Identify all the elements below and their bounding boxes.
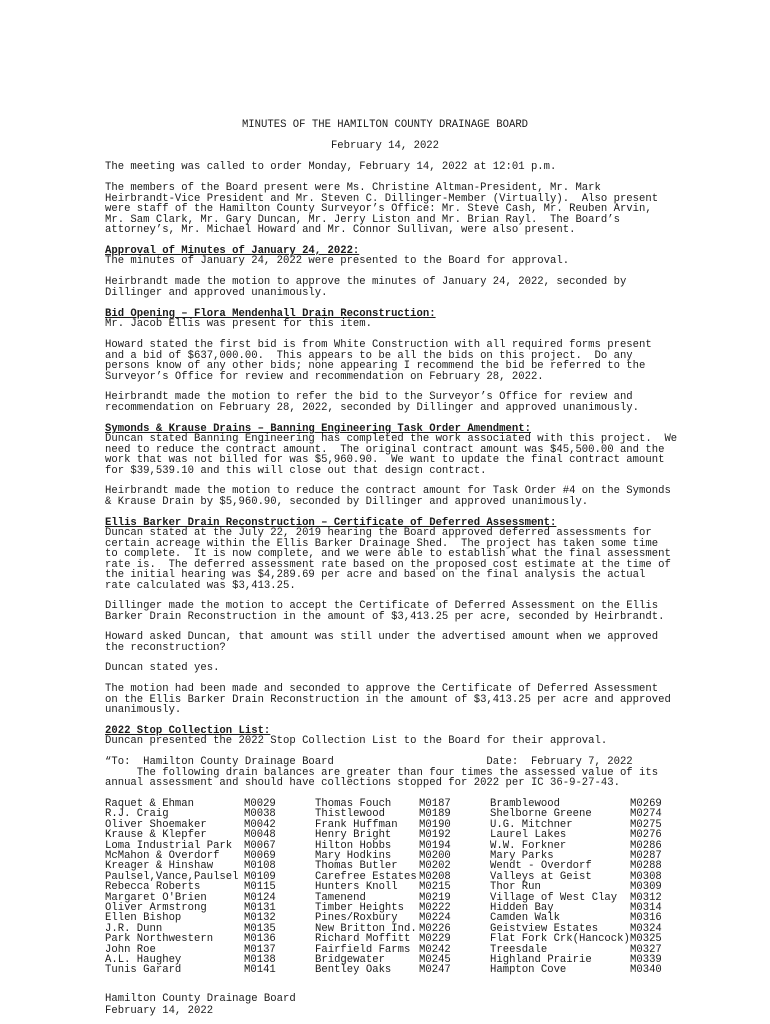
drain-name: Mary Parks bbox=[490, 850, 554, 862]
drain-name: Thistlewood bbox=[315, 808, 385, 821]
drain-name: Tamenend bbox=[315, 891, 366, 904]
drain-number: M0115 bbox=[244, 881, 276, 894]
call-to-order: The meeting was called to order Monday, February 14, 2022 at 12:01 p.m. bbox=[105, 161, 557, 173]
paragraph-line: The minutes of January 24, 2022 were presented to the Board for approval. bbox=[105, 255, 570, 267]
drain-number: M0189 bbox=[419, 808, 451, 821]
paragraph-line: Dillinger and approved unanimously. bbox=[105, 286, 328, 299]
drain-number: M0190 bbox=[419, 818, 451, 831]
drain-name: Ellen Bishop bbox=[105, 912, 182, 925]
section-heading: Ellis Barker Drain Reconstruction – Certificate of Deferred Assessment: bbox=[105, 517, 557, 529]
drain-number: M0187 bbox=[419, 798, 451, 810]
drain-number: M0224 bbox=[419, 912, 451, 925]
meeting-date: February 14, 2022 bbox=[330, 140, 440, 152]
drain-number: M0288 bbox=[630, 860, 662, 873]
drain-number: M0215 bbox=[419, 881, 451, 894]
drain-name: Raquet & Ehman bbox=[105, 798, 195, 810]
paragraph-line: unanimously. bbox=[105, 704, 182, 716]
drain-name: Geistview Estates bbox=[490, 922, 599, 935]
drain-number: M0229 bbox=[419, 933, 451, 946]
section-heading: Symonds & Krause Drains – Banning Engineering Task Order Amendment: bbox=[105, 423, 531, 435]
drain-name: Oliver Armstrong bbox=[105, 902, 207, 914]
paragraph-line: certain acreage within the Ellis Barker Drainage Shed. The project has taken some time bbox=[105, 537, 659, 550]
paragraph-line: Howard stated the first bid is from White Construction with all required forms present bbox=[105, 339, 652, 351]
drain-name: Highland Prairie bbox=[490, 954, 592, 966]
drain-number: M0312 bbox=[630, 891, 662, 904]
drain-number: M0339 bbox=[630, 954, 662, 966]
drain-number: M0141 bbox=[244, 964, 276, 977]
drain-number: M0042 bbox=[244, 818, 276, 831]
drain-number: M0208 bbox=[419, 870, 451, 883]
drain-number: M0109 bbox=[244, 870, 276, 883]
drain-number: M0200 bbox=[419, 850, 451, 862]
paragraph-line: Mr. Jacob Ellis was present for this item. bbox=[105, 318, 373, 330]
drain-name: Fairfield Farms bbox=[315, 943, 411, 956]
drain-number: M0108 bbox=[244, 860, 276, 873]
drain-name: Richard Moffitt bbox=[315, 933, 411, 946]
drain-number: M0226 bbox=[419, 922, 451, 935]
drain-number: M0132 bbox=[244, 912, 276, 925]
drain-name: Carefree Estates bbox=[315, 870, 417, 883]
section-heading: Approval of Minutes of January 24, 2022: bbox=[105, 245, 360, 257]
paragraph-line: recommendation on February 28, 2022, seconded by Dillinger and approved unanimously. bbox=[105, 401, 640, 414]
paragraph-line: for $39,539.10 and this will close out that design contract. bbox=[105, 464, 487, 477]
paragraph-line: on the Ellis Barker Drain Reconstruction in the amount of $3,413.25 per acre and approved bbox=[105, 693, 671, 706]
drain-name: W.W. Forkner bbox=[490, 839, 567, 852]
drain-number: M0067 bbox=[244, 839, 276, 852]
drain-name: Thomas Fouch bbox=[315, 798, 392, 810]
drain-number: M0222 bbox=[419, 902, 451, 914]
footer-date: February 14, 2022 bbox=[105, 1005, 214, 1017]
paragraph-line: and a bid of $637,000.00. This appears to be all the bids on this project. Do any bbox=[105, 349, 633, 362]
drain-name: Treesdale bbox=[490, 943, 548, 956]
document-title: MINUTES OF THE HAMILTON COUNTY DRAINAGE BOARD bbox=[241, 119, 529, 131]
drain-number: M0138 bbox=[244, 954, 276, 966]
drain-number: M0309 bbox=[630, 881, 662, 894]
drain-name: John Roe bbox=[105, 943, 156, 956]
paragraph-line: Barker Drain Reconstruction in the amount of $3,413.25 per acre, seconded by Heirbrandt. bbox=[105, 610, 665, 623]
drain-name: Loma Industrial Park bbox=[105, 839, 233, 852]
members-present-line: Heirbrandt-Vice President and Mr. Steven C. Dillinger-Member (Virtually). Also present bbox=[105, 192, 659, 205]
paragraph-line: The motion had been made and seconded to approve the Certificate of Deferred Assessment bbox=[105, 683, 659, 695]
drain-number: M0136 bbox=[244, 933, 276, 946]
paragraph-line: Surveyor’s Office for review and recommendation on February 28, 2022. bbox=[105, 370, 544, 383]
drain-name: Rebecca Roberts bbox=[105, 881, 201, 894]
drain-name: Village of West Clay bbox=[490, 891, 618, 904]
drain-number: M0274 bbox=[630, 808, 662, 821]
drain-name: Frank Huffman bbox=[315, 818, 398, 831]
drain-name: Krause & Klepfer bbox=[105, 829, 207, 842]
drain-name: Bramblewood bbox=[490, 798, 560, 810]
drain-name: Hidden Bay bbox=[490, 902, 554, 914]
drain-number: M0242 bbox=[419, 943, 451, 956]
drain-number: M0275 bbox=[630, 818, 662, 831]
paragraph-line: Heirbrandt made the motion to refer the bid to the Surveyor’s Office for review and bbox=[105, 391, 633, 403]
drain-number: M0269 bbox=[630, 798, 662, 810]
paragraph-line: Duncan stated Banning Engineering has completed the work associated with this project. We bbox=[105, 433, 678, 445]
paragraph-line: the initial hearing was $4,289.69 per acre and based on the final analysis the actual bbox=[105, 569, 646, 581]
drain-number: M0314 bbox=[630, 902, 662, 914]
drain-name: Oliver Shoemaker bbox=[105, 818, 207, 831]
drain-number: M0327 bbox=[630, 943, 662, 956]
drain-number: M0316 bbox=[630, 912, 662, 925]
drain-number: M0029 bbox=[244, 798, 276, 810]
drain-number: M0308 bbox=[630, 870, 662, 883]
paragraph-line: Heirbrandt made the motion to reduce the contract amount for Task Order #4 on the Symonds bbox=[105, 485, 671, 497]
paragraph-line: & Krause Drain by $5,960.90, seconded by Dillinger and approved unanimously. bbox=[105, 495, 589, 508]
drain-name: J.R. Dunn bbox=[105, 922, 163, 935]
section-heading: 2022 Stop Collection List: bbox=[105, 725, 271, 737]
paragraph-line: Duncan stated yes. bbox=[105, 662, 220, 674]
drain-number: M0340 bbox=[630, 964, 662, 977]
drain-name: New Britton Ind. bbox=[315, 922, 417, 935]
paragraph-line: rate calculated was $3,413.25. bbox=[105, 579, 296, 592]
drain-name: Camden Walk bbox=[490, 912, 560, 925]
memo-line: annual assessment and should have collections stopped for 2022 per IC 36-9-27-43. bbox=[105, 777, 620, 789]
drain-name: Shelborne Greene bbox=[490, 808, 592, 821]
members-present-line: The members of the Board present were Ms. Christine Altman-President, Mr. Mark bbox=[105, 182, 601, 194]
drain-name: Thor Run bbox=[490, 881, 541, 894]
drain-number: M0137 bbox=[244, 943, 276, 956]
drain-name: McMahon & Overdorf bbox=[105, 850, 220, 862]
paragraph-line: persons know of any other bids; none appearing I recommend the bid be referred to the bbox=[105, 360, 646, 372]
drain-name: A.L. Haughey bbox=[105, 954, 182, 966]
drain-name: Flat Fork Crk(Hancock) bbox=[490, 933, 630, 946]
drain-number: M0194 bbox=[419, 839, 451, 852]
drain-number: M0202 bbox=[419, 860, 451, 873]
drain-number: M0219 bbox=[419, 891, 451, 904]
drain-number: M0135 bbox=[244, 922, 276, 935]
drain-name: Thomas Butler bbox=[315, 860, 398, 873]
paragraph-line: Duncan stated at the July 22, 2019 hearing the Board approved deferred assessments for bbox=[105, 527, 652, 539]
members-present-line: were staff of the Hamilton County Surveyor’s Office: Mr. Steve Cash, Mr. Reuben Arvin, bbox=[105, 203, 652, 215]
drain-name: Bentley Oaks bbox=[315, 964, 392, 977]
paragraph-line: to complete. It is now complete, and we were able to establish what the final assessment bbox=[105, 548, 671, 560]
drain-name: Timber Heights bbox=[315, 902, 405, 914]
drain-name: U.G. Mitchner bbox=[490, 818, 573, 831]
drain-name: Valleys at Geist bbox=[490, 870, 592, 883]
drain-name: Tunis Garard bbox=[105, 964, 182, 977]
paragraph-line: need to reduce the contract amount. The original contract amount was $45,500.00 and the bbox=[105, 443, 665, 456]
drain-number: M0124 bbox=[244, 891, 276, 904]
memo-line: “To: Hamilton County Drainage Board Date: February 7, 2022 bbox=[105, 756, 633, 768]
drain-number: M0247 bbox=[419, 964, 451, 977]
footer-board: Hamilton County Drainage Board bbox=[105, 993, 296, 1005]
drain-name: Wendt - Overdorf bbox=[490, 860, 592, 873]
paragraph-line: rate is. The deferred assessment rate based on the proposed cost estimate at the time of bbox=[105, 558, 671, 571]
drain-number: M0287 bbox=[630, 850, 662, 862]
paragraph-line: work that was not billed for was $5,960.90. We want to update the final contract amount bbox=[105, 454, 665, 466]
drain-number: M0048 bbox=[244, 829, 276, 842]
drain-name: Mary Hodkins bbox=[315, 850, 392, 862]
paragraph-line: Duncan presented the 2022 Stop Collection List to the Board for their approval. bbox=[105, 735, 608, 747]
drain-name: Henry Bright bbox=[315, 829, 392, 842]
drain-name: Hampton Cove bbox=[490, 964, 567, 977]
drain-name: R.J. Craig bbox=[105, 808, 169, 821]
drain-name: Hunters Knoll bbox=[315, 881, 398, 894]
drain-number: M0245 bbox=[419, 954, 451, 966]
members-present-line: Mr. Sam Clark, Mr. Gary Duncan, Mr. Jerry Liston and Mr. Brian Rayl. The Board’s bbox=[105, 213, 620, 226]
drain-number: M0192 bbox=[419, 829, 451, 842]
paragraph-line: Heirbrandt made the motion to approve the minutes of January 24, 2022, seconded by bbox=[105, 276, 627, 288]
drain-number: M0131 bbox=[244, 902, 276, 914]
drain-name: Hilton Hobbs bbox=[315, 839, 392, 852]
drain-number: M0276 bbox=[630, 829, 662, 842]
drain-name: Park Northwestern bbox=[105, 933, 214, 946]
drain-name: Paulsel,Vance,Paulsel bbox=[105, 870, 239, 883]
drain-number: M0038 bbox=[244, 808, 276, 821]
drain-name: Margaret O'Brien bbox=[105, 891, 207, 904]
drain-number: M0286 bbox=[630, 839, 662, 852]
paragraph-line: Howard asked Duncan, that amount was still under the advertised amount when we approved bbox=[105, 631, 659, 643]
drain-name: Laurel Lakes bbox=[490, 829, 567, 842]
drain-name: Bridgewater bbox=[315, 954, 385, 966]
section-heading: Bid Opening – Flora Mendenhall Drain Reconstruction: bbox=[105, 308, 436, 320]
drain-name: Pines/Roxbury bbox=[315, 912, 398, 925]
members-present-line: attorney’s, Mr. Michael Howard and Mr. Connor Sullivan, were also present. bbox=[105, 224, 576, 236]
paragraph-line: the reconstruction? bbox=[105, 641, 226, 654]
drain-number: M0325 bbox=[630, 933, 662, 946]
drain-number: M0324 bbox=[630, 922, 662, 935]
drain-number: M0069 bbox=[244, 850, 276, 862]
paragraph-line: Dillinger made the motion to accept the Certificate of Deferred Assessment on the Ellis bbox=[105, 600, 659, 612]
drain-name: Kreager & Hinshaw bbox=[105, 860, 214, 873]
memo-line: The following drain balances are greater than four times the assessed value of its bbox=[105, 766, 659, 779]
